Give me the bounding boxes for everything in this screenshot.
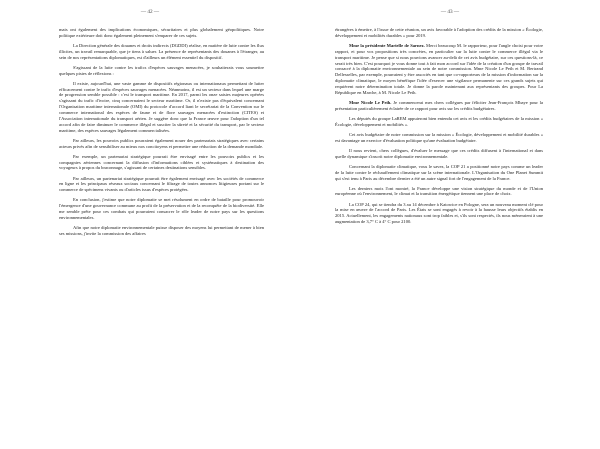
paragraph: Par exemple, un partenariat stratégique pourrait être envisagé entre les pouvoirs publics et les compagnies aériennes concernant la diffusion d'informations ciblées et systématiques à destination des voyageurs à propos du braconnage, s'agissant de certaines destinations sensibles.	[59, 153, 264, 171]
paragraph: S'agissant de la lutte contre les trafics d'espèces sauvages menacées, je souhaiterais vous soumettre quelques pistes de réflexions :	[59, 64, 264, 76]
speaker-name: Mme Nicole Le Peih.	[349, 99, 392, 105]
paragraph: En conclusion, j'estime que notre diplomatie se met résolument en ordre de bataille pour promouvoir l'émergence d'une gouvernance commune au profit de la préservation et de la reconquête de la biodiversité. Elle me semble prête pour ces combats qui pourraient consacrer le rôle leader de notre pays sur les questions environnementales.	[59, 197, 264, 220]
paragraph	[335, 202, 543, 225]
paragraph	[335, 148, 543, 160]
right-page	[300, 0, 600, 449]
speaker-paragraph	[335, 100, 543, 112]
paragraph-text: Les députés du groupe LaREM appuieront bien entendu cet avis et les crédits budgétaires de la mission « Écologie, développement et mobilités ».	[335, 115, 543, 127]
paragraph-text: étrangères à émettre, à l'issue de cette réunion, un avis favorable à l'adoption des crédits de la mission « Écologie, développement et mobilités durables » pour 2019.	[335, 27, 543, 38]
paragraph: Il existe, aujourd'hui, une vaste gamme de dispositifs régionaux ou internationaux permettant de lutter efficacement contre le trafic d'espèces sauvages menacées. Néanmoins, il est un secteur dans lequel une marge de progression semble possible : c'est le transport maritime. En 2017, parmi les onze saisies majeures opérées s'agissant du trafic d'ivoire, cinq concernaient le secteur maritime. Or, il n'existe pas d'équivalent concernant l'Organisation maritime internationale (OMI) du protocole d'accord liant le secrétariat de la Convention sur le commerce international des espèces de faune et de flore sauvages menacées d'extinction (CITES) et l'Association internationale du transport aérien. Je suggère donc que la France œuvre pour l'adoption d'un tel accord afin de faire diminuer le commerce illégal et susciter la sûreté et la sécurité du transport, par le secteur maritime, des espèces sauvages légalement commercialisées.	[59, 80, 264, 133]
speaker-paragraph	[335, 43, 543, 96]
paragraph-text: Merci beaucoup M. le rapporteur, pour l'angle choisi pour votre rapport, et pour vos propositions très concrètes, en particulier sur la lutte contre le commerce illégal via le transport maritime. Je pense que si nous pouvions avancer au-delà de cet avis budgétaire, sur ces questions-là, ce serait très bien. C'est pourquoi je vous donne tout à fait mon accord sur l'idée de la création d'un groupe de travail consacré à la diplomatie environnementale au sein de notre commission. Mme Nicole Le Peih et M. Bertrand Dellesselles, par exemple, pourraient y être associés en tant que co-rapporteurs de la mission d'information sur la diplomatie climatique, le moyen bénéfique l'idée d'exercer une vigilance permanente sur ces grands sujets qui requièrent notre détermination totale. Je donne la parole maintenant aux représentants des groupes. Pour La République en Marche, à M. Nicole Le Peih.	[335, 42, 543, 95]
paragraph-text: Il nous revient, chers collègues, d'évaluer le message que ces crédits diffusent à l'international et dans quelle dynamique s'inscrit notre diplomatie environnementale.	[335, 147, 543, 159]
left-text-column	[59, 27, 264, 241]
page-number-right: — 43 —	[440, 9, 460, 15]
paragraph-text: Les derniers mois l'ont montré, la France développe une vision stratégique du monde et de l'Union européenne où l'environnement, le climat et la transition énergétique tiennent une place de choix.	[335, 185, 543, 197]
paragraph	[335, 164, 543, 182]
paragraph: La Direction générale des douanes et droits indirects (DGDDI) réalise, en matière de lutte contre les flux illicites, un travail remarquable, que je tiens à saluer. La présence de représentants des douanes à l'étranger, au sein de nos représentations diplomatiques, est d'ailleurs un élément essentiel du dispositif.	[59, 42, 264, 60]
paragraph: mais ont également des implications économiques, sécuritaires et plus globalement géopolitiques. Notre politique extérieure doit donc également pleinement s'emparer de ces sujets.	[59, 27, 264, 38]
paragraph	[335, 186, 543, 198]
paragraph	[335, 116, 543, 128]
paragraph-text: La COP 24, qui se tiendra du 3 au 14 décembre à Katowice en Pologne, sera un nouveau moment clé pour la mise en œuvre de l'accord de Paris. Les États se sont engagés à revoir à la hausse leurs objectifs établis en 2015. Actuellement, les engagements nationaux sont trop faibles et, s'ils sont respectés, ils nous mèneraient à une augmentation de 3,7° C à 4° C pour 2100.	[335, 201, 543, 225]
paragraph: Par ailleurs, un partenariat stratégique pourrait être également envisagé avec les sociétés de commerce en ligne et les principaux réseaux sociaux concernant le filtrage de toutes annonces litigieuses portant sur le commerce de spécimens vivants ou d'articles issus d'espèces protégées.	[59, 175, 264, 193]
paragraph-text: Concernant la diplomatie climatique, vous le savez, la COP 21 a positionné notre pays comme un leader de la lutte contre le réchauffement climatique sur la scène internationale. L'Organisation du One Planet Summit qui s'est tenu à Paris au décembre dernier a été un autre signal fort de l'engagement de la France.	[335, 163, 543, 181]
paragraph: Afin que notre diplomatie environnementale puisse disposer des moyens lui permettant de mener à bien ses missions, j'invite la commission des affaires	[59, 225, 264, 236]
right-text-column	[335, 27, 543, 229]
paragraph-text: Je commencerai mes chers collègues par féliciter Jean-François Mbaye pour la présentation particulièrement éclairée de ce rapport pour avis sur les crédits budgétaires.	[335, 99, 544, 111]
paragraph-text: Cet avis budgétaire de notre commission sur la mission « Écologie, développement et mobilité durables » est davantage un exercice d'évaluation politique qu'une évaluation budgétaire.	[335, 131, 543, 143]
paragraph	[335, 27, 543, 39]
paragraph: Par ailleurs, les pouvoirs publics pourraient également nouer des partenariats stratégiques avec certains acteurs privés afin de sensibiliser au mieux nos concitoyens et permettre une réduction de la demande mondiale.	[59, 137, 264, 149]
paragraph	[335, 132, 543, 144]
speaker-name: Mme la présidente Marielle de Sarnez.	[349, 42, 425, 48]
page-number-left: — 42 —	[140, 9, 160, 15]
